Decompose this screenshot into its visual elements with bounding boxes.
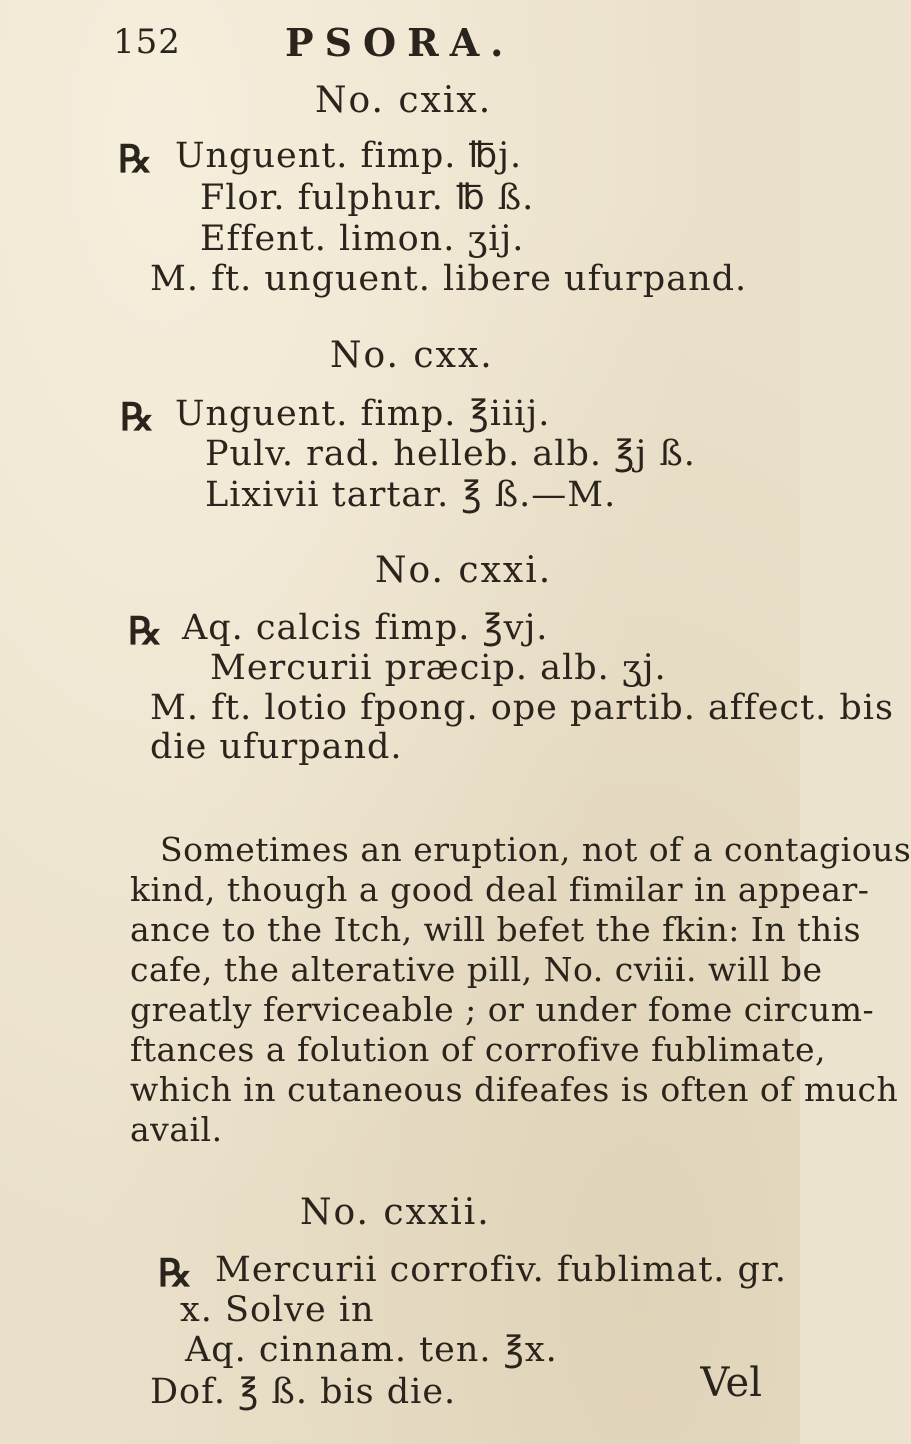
paragraph-line: Sometimes an eruption, not of a contagious bbox=[160, 830, 911, 869]
recipe-line: Dof. ℥ ß. bis die. bbox=[150, 1372, 457, 1412]
recipe-line: Mercurii præcip. alb. ʒj. bbox=[210, 648, 667, 688]
recipe-heading: No. cxx. bbox=[330, 335, 494, 376]
recipe-line: M. ft. lotio fpong. ope partib. affect. bis bbox=[150, 688, 894, 728]
paragraph-line: kind, though a good deal fimilar in appear- bbox=[130, 870, 870, 909]
paragraph-line: cafe, the alterative pill, No. cviii. will be bbox=[130, 950, 823, 989]
recipe-line: Unguent. fimp. ℥iiij. bbox=[175, 394, 551, 434]
recipe-symbol: ℞ bbox=[158, 1250, 193, 1295]
recipe-line: Effent. limon. ʒij. bbox=[200, 219, 525, 259]
catchword: Vel bbox=[700, 1360, 762, 1406]
recipe-line: M. ft. unguent. libere ufurpand. bbox=[150, 259, 748, 299]
paragraph-line: avail. bbox=[130, 1110, 223, 1149]
recipe-symbol: ℞ bbox=[118, 136, 153, 181]
recipe-line: Unguent. fimp. ℔j. bbox=[175, 136, 523, 176]
recipe-heading: No. cxix. bbox=[315, 80, 493, 121]
recipe-line: Flor. fulphur. ℔ ß. bbox=[200, 178, 535, 218]
running-title: PSORA. bbox=[285, 20, 515, 65]
paragraph-line: ftances a folution of corrofive fublimate, bbox=[130, 1030, 827, 1069]
paragraph-line: which in cutaneous difeafes is often of much bbox=[130, 1070, 899, 1109]
recipe-line: die ufurpand. bbox=[150, 727, 403, 767]
paragraph-line: greatly ferviceable ; or under fome circum- bbox=[130, 990, 875, 1029]
page-number: 152 bbox=[113, 22, 181, 62]
recipe-line: x. Solve in bbox=[180, 1290, 375, 1330]
recipe-symbol: ℞ bbox=[120, 394, 155, 439]
recipe-line: Aq. calcis fimp. ℥vj. bbox=[182, 608, 549, 648]
recipe-line: Aq. cinnam. ten. ℥x. bbox=[185, 1330, 558, 1370]
recipe-line: Pulv. rad. helleb. alb. ℥j ß. bbox=[205, 434, 696, 474]
recipe-line: Mercurii corrofiv. fublimat. gr. bbox=[215, 1250, 787, 1290]
recipe-symbol: ℞ bbox=[128, 608, 163, 653]
recipe-heading: No. cxxii. bbox=[300, 1192, 491, 1233]
recipe-line: Lixivii tartar. ℥ ß.—M. bbox=[205, 475, 617, 515]
recipe-heading: No. cxxi. bbox=[375, 550, 553, 591]
paragraph-line: ance to the Itch, will befet the fkin: In this bbox=[130, 910, 862, 949]
